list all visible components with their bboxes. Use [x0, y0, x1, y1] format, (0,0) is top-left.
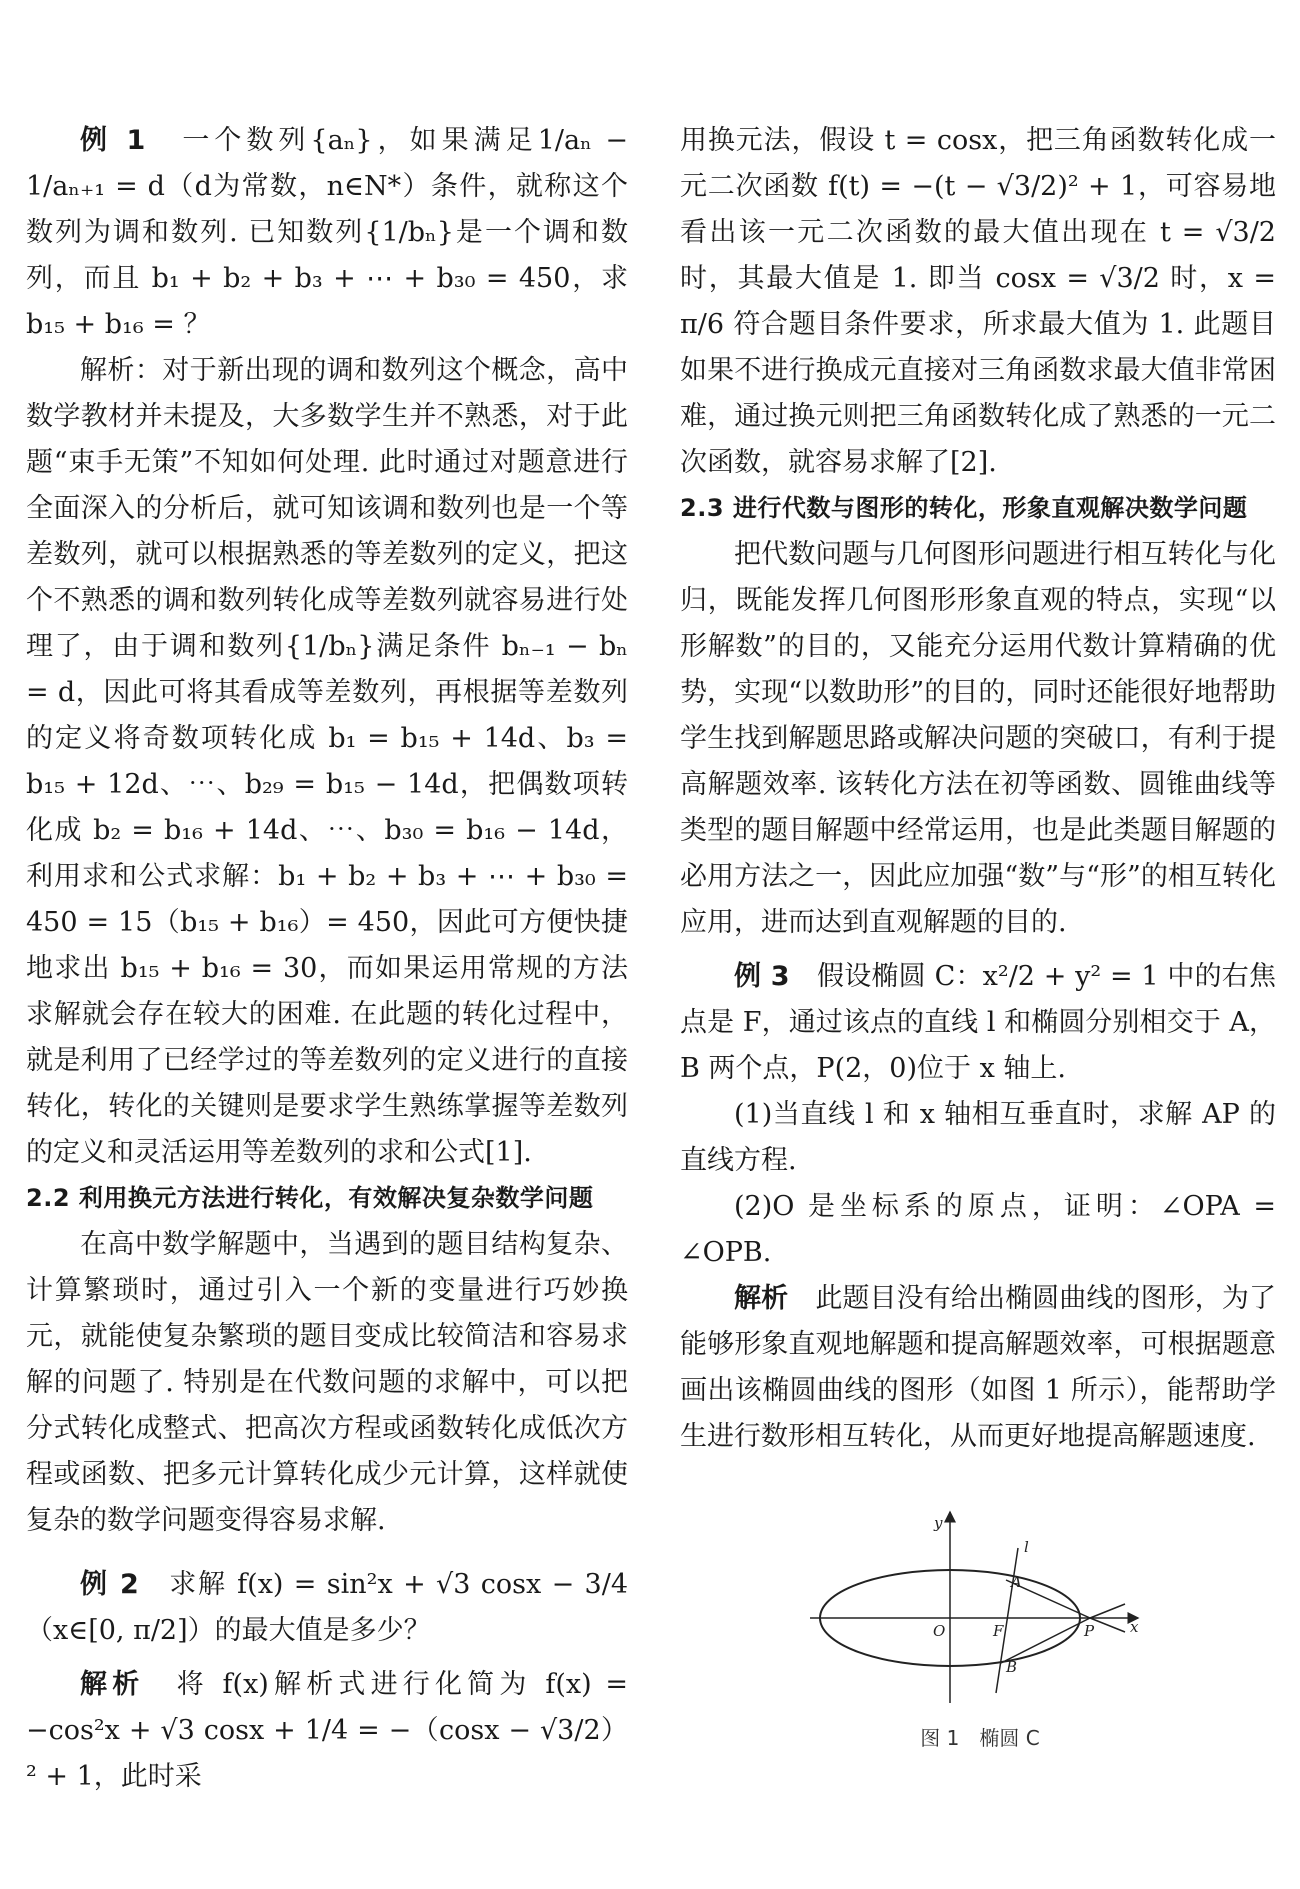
example-3-label: 例 3	[734, 961, 790, 992]
point-A-label: A	[1011, 1573, 1022, 1591]
x-axis-label: x	[1130, 1618, 1139, 1636]
example-3-problem	[680, 954, 1276, 1092]
line-BP	[1001, 1618, 1090, 1663]
example-3-solution-text: 此题目没有给出椭圆曲线的图形，为了能够形象直观地解题和提高解题效率，可根据题意画出该椭圆曲线的图形（如图 1 所示），能帮助学生进行数形相互转化，从而更好地提高解题速度.	[680, 1283, 1277, 1452]
section-2-2-paragraph: 在高中数学解题中，当遇到的题目结构复杂、计算繁琐时，通过引入一个新的变量进行巧妙换元，就能使复杂繁琐的题目变成比较简洁和容易求解的问题了. 特别是在代数问题的求解中，可以把分式转化成整式、把高次方程或函数转化成低次方程或函数、把多元计算转化成少元计算，这样就使复杂的数学问题变得容易求解.	[26, 1229, 628, 1536]
point-P-label: P	[1084, 1622, 1095, 1640]
example-2-solution-continued: 用换元法，假设 t = cosx，把三角函数转化成一元二次函数 f(t) = −(t − √3/2)² + 1，可容易地看出该一元二次函数的最大值出现在 t = √3/2 时，其最大值是 1. 即当 cosx = √3/2 时，x = π/6 符合题目条件要求，所求最大值为 1. 此题目如果不进行换成元直接对三角函数求最大值非常困难，通过换元则把三角函数转化成了熟悉的一元二次函数，就容易求解了[2].	[680, 125, 1276, 478]
example-3-question-1: (1)当直线 l 和 x 轴相互垂直时，求解 AP 的直线方程.	[680, 1099, 1276, 1176]
section-2-2-heading: 2.2 利用换元方法进行转化，有效解决复杂数学问题	[26, 1184, 594, 1212]
left-column	[26, 118, 628, 1800]
example-3-text: 假设椭圆 C：x²/2 + y² = 1 中的右焦点是 F，通过该点的直线 l 和椭圆分别相交于 A，B 两个点，P(2，0)位于 x 轴上.	[680, 961, 1277, 1084]
example-1-solution: 解析：对于新出现的调和数列这个概念，高中数学教材并未提及，大多数学生并不熟悉，对于此题“束手无策”不知如何处理. 此时通过对题意进行全面深入的分析后，就可知该调和数列也是一个等差数列，就可以根据熟悉的等差数列的定义，把这个不熟悉的调和数列转化成等差数列就容易进行处理了，由于调和数列{1/bₙ}满足条件 bₙ₋₁ − bₙ = d，因此可将其看成等差数列，再根据等差数列的定义将奇数项转化成 b₁ = b₁₅ + 14d、b₃ = b₁₅ + 12d、⋯、b₂₉ = b₁₅ − 14d，把偶数项转化成 b₂ = b₁₆ + 14d、⋯、b₃₀ = b₁₆ − 14d，利用求和公式求解：b₁ + b₂ + b₃ + ⋯ + b₃₀ = 450 = 15（b₁₅ + b₁₆）= 450，因此可方便快捷地求出 b₁₅ + b₁₆ = 30，而如果运用常规的方法求解就会存在较大的困难. 在此题的转化过程中，就是利用了已经学过的等差数列的定义进行的直接转化，转化的关键则是要求学生熟练掌握等差数列的定义和灵活运用等差数列的求和公式[1].	[26, 355, 628, 1168]
example-2-text: 求解 f(x) = sin²x + √3 cosx − 3/4（x∈[0, π/2]）的最大值是多少？	[26, 1569, 629, 1646]
line-BP-extension	[1090, 1618, 1125, 1632]
example-2-solution	[26, 1662, 628, 1800]
y-axis-label: y	[934, 1514, 943, 1532]
section-2-3-heading: 2.3 进行代数与图形的转化，形象直观解决数学问题	[680, 494, 1248, 522]
section-2-3-paragraph: 把代数问题与几何图形问题进行相互转化与化归，既能发挥几何图形形象直观的特点，实现“以形解数”的目的，又能充分运用代数计算精确的优势，实现“以数助形”的目的，同时还能很好地帮助学生找到解题思路或解决问题的突破口，有利于提高解题效率. 该转化方法在初等函数、圆锥曲线等类型的题目解题中经常运用，也是此类题目解题的必用方法之一，因此应加强“数”与“形”的相互转化应用，进而达到直观解题的目的.	[680, 539, 1276, 938]
example-1-text: 一个数列{aₙ}，如果满足1/aₙ − 1/aₙ₊₁ = d（d为常数，n∈N*）条件，就称这个数列为调和数列. 已知数列{1/bₙ}是一个调和数列，而且 b₁ + b₂ + b₃ + ⋯ + b₃₀ = 450，求 b₁₅ + b₁₆ = ？	[26, 125, 629, 340]
ellipse-figure	[800, 1508, 1150, 1708]
figure-caption: 图 1 椭圆 C	[920, 1726, 1040, 1750]
example-2-solution-text: 将 f(x)解析式进行化简为 f(x) = −cos²x + √3 cosx + 1/4 = −（cosx − √3/2）² + 1，此时采	[26, 1669, 629, 1792]
origin-O-label: O	[933, 1622, 946, 1640]
line-AP-extension	[1090, 1604, 1125, 1618]
example-1-problem	[26, 118, 628, 348]
example-3-question-2: (2)O 是坐标系的原点，证明：∠OPA = ∠OPB.	[680, 1191, 1276, 1268]
example-3-solution-label: 解析	[734, 1283, 789, 1314]
example-2-problem	[26, 1562, 628, 1654]
example-1-label: 例 1	[80, 125, 146, 156]
line-l-label: l	[1024, 1538, 1029, 1556]
focus-F-label: F	[993, 1622, 1004, 1640]
example-3-solution	[680, 1276, 1276, 1460]
point-B-label: B	[1006, 1658, 1018, 1676]
example-2-label: 例 2	[80, 1569, 139, 1600]
right-column	[680, 118, 1276, 1460]
example-2-solution-label: 解析	[80, 1669, 145, 1700]
